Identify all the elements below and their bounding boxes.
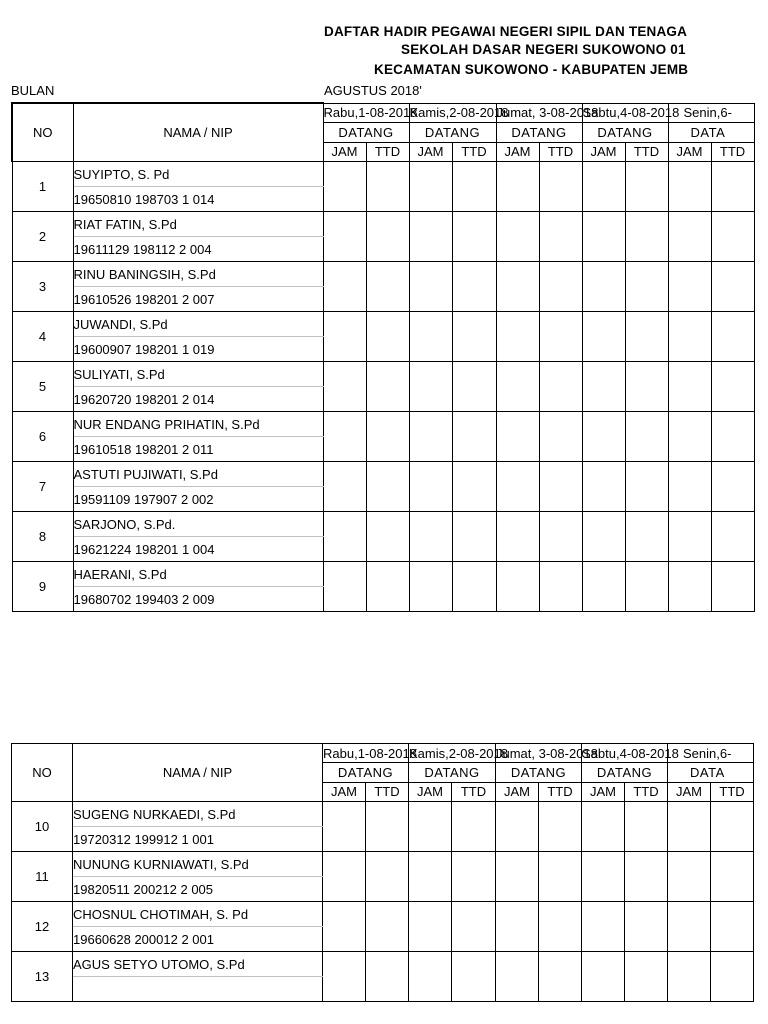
ttd-cell[interactable] [711, 162, 754, 212]
header-datang-1: DATANG [323, 763, 409, 782]
jam-cell[interactable] [582, 462, 625, 512]
jam-cell[interactable] [409, 362, 452, 412]
title-line-1: DAFTAR HADIR PEGAWAI NEGERI SIPIL DAN TENAGA [324, 24, 688, 39]
ttd-cell[interactable] [625, 852, 668, 902]
table-2-rows [12, 802, 754, 1002]
ttd-cell[interactable] [366, 902, 409, 952]
ttd-cell[interactable] [539, 262, 582, 312]
jam-cell[interactable] [668, 462, 711, 512]
table-row [12, 562, 754, 587]
jam-cell[interactable] [323, 902, 366, 952]
ttd-cell[interactable] [539, 212, 582, 262]
header-nama: NAMA / NIP [73, 744, 323, 802]
jam-cell[interactable] [323, 212, 366, 262]
header-jam: JAM [668, 782, 711, 801]
row-number: 10 [12, 802, 73, 852]
employee-name: SUYIPTO, S. Pd [73, 162, 323, 187]
jam-cell[interactable] [582, 802, 625, 852]
ttd-cell[interactable] [711, 852, 754, 902]
ttd-cell[interactable] [452, 462, 496, 512]
ttd-cell[interactable] [711, 952, 754, 1002]
table-row [12, 212, 754, 237]
header-ttd: TTD [539, 142, 582, 162]
header-ttd: TTD [625, 142, 668, 162]
jam-cell[interactable] [668, 262, 711, 312]
header-datang-2: DATANG [409, 763, 496, 782]
jam-cell[interactable] [409, 412, 452, 462]
header-date-2: Kamis,2-08-2018 [409, 744, 496, 763]
header-date-5: Senin,6- [668, 744, 754, 763]
row-number: 4 [12, 312, 73, 362]
row-number: 8 [12, 512, 73, 562]
ttd-cell[interactable] [711, 312, 754, 362]
header-datang-4: DATANG [582, 123, 668, 143]
ttd-cell[interactable] [539, 162, 582, 212]
employee-nip: 19611129 198112 2 004 [73, 237, 323, 262]
employee-nip: 19591109 197907 2 002 [73, 487, 323, 512]
ttd-cell[interactable] [539, 362, 582, 412]
employee-nip: 19600907 198201 1 019 [73, 337, 323, 362]
employee-nip: 19620720 198201 2 014 [73, 387, 323, 412]
ttd-cell[interactable] [539, 852, 582, 902]
jam-cell[interactable] [323, 462, 366, 512]
row-number: 11 [12, 852, 73, 902]
ttd-cell[interactable] [366, 802, 409, 852]
ttd-cell[interactable] [625, 412, 668, 462]
header-ttd: TTD [625, 782, 668, 801]
jam-cell[interactable] [582, 212, 625, 262]
ttd-cell[interactable] [366, 412, 409, 462]
ttd-cell[interactable] [452, 212, 496, 262]
header-ttd: TTD [452, 142, 496, 162]
jam-cell[interactable] [582, 512, 625, 562]
jam-cell[interactable] [668, 212, 711, 262]
jam-cell[interactable] [496, 212, 539, 262]
ttd-cell[interactable] [625, 212, 668, 262]
header-jam: JAM [582, 142, 625, 162]
jam-cell[interactable] [496, 802, 539, 852]
ttd-cell[interactable] [452, 852, 496, 902]
ttd-cell[interactable] [366, 512, 409, 562]
row-number: 2 [12, 212, 73, 262]
ttd-cell[interactable] [539, 562, 582, 612]
employee-name: RINU BANINGSIH, S.Pd [73, 262, 323, 287]
jam-cell[interactable] [496, 412, 539, 462]
row-number: 12 [12, 902, 73, 952]
jam-cell[interactable] [668, 852, 711, 902]
employee-nip: 19610526 198201 2 007 [73, 287, 323, 312]
ttd-cell[interactable] [711, 462, 754, 512]
ttd-cell[interactable] [366, 262, 409, 312]
table-row [12, 952, 754, 977]
bulan-value: AGUSTUS 2018' [324, 83, 422, 98]
header-datang-3: DATANG [496, 763, 582, 782]
ttd-cell[interactable] [539, 462, 582, 512]
jam-cell[interactable] [496, 512, 539, 562]
ttd-cell[interactable] [539, 952, 582, 1002]
ttd-cell[interactable] [452, 362, 496, 412]
employee-name: SULIYATI, S.Pd [73, 362, 323, 387]
ttd-cell[interactable] [452, 902, 496, 952]
ttd-cell[interactable] [366, 462, 409, 512]
header-jam: JAM [496, 782, 539, 801]
table-row [12, 412, 754, 437]
row-number: 3 [12, 262, 73, 312]
jam-cell[interactable] [668, 362, 711, 412]
jam-cell[interactable] [582, 362, 625, 412]
title-line-2: SEKOLAH DASAR NEGERI SUKOWONO 01 [401, 42, 686, 57]
ttd-cell[interactable] [711, 212, 754, 262]
jam-cell[interactable] [323, 412, 366, 462]
header-jam: JAM [409, 142, 452, 162]
jam-cell[interactable] [668, 902, 711, 952]
jam-cell[interactable] [668, 802, 711, 852]
header-nama: NAMA / NIP [73, 103, 323, 162]
jam-cell[interactable] [409, 952, 452, 1002]
header-ttd: TTD [452, 782, 496, 801]
jam-cell[interactable] [323, 162, 366, 212]
jam-cell[interactable] [409, 902, 452, 952]
header-ttd: TTD [711, 142, 754, 162]
jam-cell[interactable] [582, 952, 625, 1002]
ttd-cell[interactable] [625, 512, 668, 562]
attendance-table-1 [11, 102, 755, 612]
employee-name: NUNUNG KURNIAWATI, S.Pd [73, 852, 323, 877]
ttd-cell[interactable] [452, 802, 496, 852]
header-datang-5: DATA [668, 123, 754, 143]
employee-nip: 19820511 200212 2 005 [73, 877, 323, 902]
jam-cell[interactable] [496, 852, 539, 902]
header-date-4: Sabtu,4-08-2018 [582, 744, 668, 763]
jam-cell[interactable] [323, 562, 366, 612]
ttd-cell[interactable] [711, 362, 754, 412]
ttd-cell[interactable] [366, 212, 409, 262]
row-number: 7 [12, 462, 73, 512]
row-number: 13 [12, 952, 73, 1002]
header-date-3: Jumat, 3-08-2018 [496, 103, 582, 123]
ttd-cell[interactable] [711, 412, 754, 462]
ttd-cell[interactable] [452, 562, 496, 612]
jam-cell[interactable] [582, 902, 625, 952]
header-no: NO [12, 744, 73, 802]
header-date-1: Rabu,1-08-2018 [323, 103, 409, 123]
jam-cell[interactable] [668, 162, 711, 212]
ttd-cell[interactable] [625, 802, 668, 852]
ttd-cell[interactable] [625, 262, 668, 312]
ttd-cell[interactable] [539, 512, 582, 562]
ttd-cell[interactable] [366, 562, 409, 612]
ttd-cell[interactable] [711, 802, 754, 852]
table-row [12, 802, 754, 827]
table-1-header [12, 103, 754, 162]
header-ttd: TTD [366, 142, 409, 162]
ttd-cell[interactable] [539, 312, 582, 362]
jam-cell[interactable] [668, 952, 711, 1002]
ttd-cell[interactable] [625, 902, 668, 952]
ttd-cell[interactable] [711, 562, 754, 612]
header-date-3: Jumat, 3-08-2018 [496, 744, 582, 763]
jam-cell[interactable] [582, 162, 625, 212]
employee-name: JUWANDI, S.Pd [73, 312, 323, 337]
ttd-cell[interactable] [625, 562, 668, 612]
title-line-3: KECAMATAN SUKOWONO - KABUPATEN JEMB [374, 62, 689, 77]
jam-cell[interactable] [409, 312, 452, 362]
header-jam: JAM [582, 782, 625, 801]
employee-name: ASTUTI PUJIWATI, S.Pd [73, 462, 323, 487]
attendance-table-2 [11, 743, 754, 1002]
ttd-cell[interactable] [452, 952, 496, 1002]
jam-cell[interactable] [496, 952, 539, 1002]
jam-cell[interactable] [323, 312, 366, 362]
employee-nip: 19650810 198703 1 014 [73, 187, 323, 212]
table-row [12, 262, 754, 287]
jam-cell[interactable] [323, 362, 366, 412]
employee-name: SARJONO, S.Pd. [73, 512, 323, 537]
header-ttd: TTD [711, 782, 754, 801]
header-no: NO [12, 103, 73, 162]
header-jam: JAM [496, 142, 539, 162]
jam-cell[interactable] [582, 312, 625, 362]
header-datang-1: DATANG [323, 123, 409, 143]
employee-name: RIAT FATIN, S.Pd [73, 212, 323, 237]
row-number: 1 [12, 162, 73, 212]
table-row [12, 462, 754, 487]
header-date-1: Rabu,1-08-2018 [323, 744, 409, 763]
header-jam: JAM [668, 142, 711, 162]
employee-name: SUGENG NURKAEDI, S.Pd [73, 802, 323, 827]
jam-cell[interactable] [323, 852, 366, 902]
jam-cell[interactable] [409, 852, 452, 902]
jam-cell[interactable] [582, 562, 625, 612]
table-row [12, 902, 754, 927]
ttd-cell[interactable] [711, 512, 754, 562]
table-2-header [12, 744, 754, 802]
ttd-cell[interactable] [452, 262, 496, 312]
employee-nip: 19680702 199403 2 009 [73, 587, 323, 612]
jam-cell[interactable] [496, 462, 539, 512]
ttd-cell[interactable] [625, 162, 668, 212]
ttd-cell[interactable] [366, 852, 409, 902]
header-ttd: TTD [366, 782, 409, 801]
header-date-5: Senin,6- [668, 103, 754, 123]
jam-cell[interactable] [323, 952, 366, 1002]
employee-name: AGUS SETYO UTOMO, S.Pd [73, 952, 323, 977]
header-datang-5: DATA [668, 763, 754, 782]
employee-name: CHOSNUL CHOTIMAH, S. Pd [73, 902, 323, 927]
jam-cell[interactable] [668, 312, 711, 362]
jam-cell[interactable] [582, 412, 625, 462]
jam-cell[interactable] [409, 512, 452, 562]
ttd-cell[interactable] [539, 412, 582, 462]
jam-cell[interactable] [582, 852, 625, 902]
ttd-cell[interactable] [711, 902, 754, 952]
ttd-cell[interactable] [366, 362, 409, 412]
jam-cell[interactable] [668, 412, 711, 462]
employee-name: HAERANI, S.Pd [73, 562, 323, 587]
jam-cell[interactable] [496, 902, 539, 952]
jam-cell[interactable] [409, 562, 452, 612]
employee-nip: 19720312 199912 1 001 [73, 827, 323, 852]
ttd-cell[interactable] [711, 262, 754, 312]
header-date-2: Kamis,2-08-2018 [409, 103, 496, 123]
jam-cell[interactable] [496, 312, 539, 362]
ttd-cell[interactable] [625, 362, 668, 412]
employee-nip: 19660628 200012 2 001 [73, 927, 323, 952]
jam-cell[interactable] [409, 802, 452, 852]
header-jam: JAM [323, 142, 366, 162]
table-row [12, 852, 754, 877]
jam-cell[interactable] [409, 162, 452, 212]
employee-name: NUR ENDANG PRIHATIN, S.Pd [73, 412, 323, 437]
jam-cell[interactable] [496, 262, 539, 312]
bulan-label: BULAN [11, 83, 55, 98]
ttd-cell[interactable] [452, 412, 496, 462]
ttd-cell[interactable] [539, 902, 582, 952]
jam-cell[interactable] [582, 262, 625, 312]
jam-cell[interactable] [409, 262, 452, 312]
header-datang-4: DATANG [582, 763, 668, 782]
header-jam: JAM [323, 782, 366, 801]
header-jam: JAM [409, 782, 452, 801]
row-number: 5 [12, 362, 73, 412]
jam-cell[interactable] [323, 512, 366, 562]
row-number: 9 [12, 562, 73, 612]
ttd-cell[interactable] [366, 162, 409, 212]
jam-cell[interactable] [496, 162, 539, 212]
ttd-cell[interactable] [625, 312, 668, 362]
jam-cell[interactable] [496, 562, 539, 612]
table-row [12, 362, 754, 387]
table-row [12, 162, 754, 187]
jam-cell[interactable] [668, 562, 711, 612]
ttd-cell[interactable] [625, 462, 668, 512]
employee-nip: 19621224 198201 1 004 [73, 537, 323, 562]
jam-cell[interactable] [409, 212, 452, 262]
header-date-4: Sabtu,4-08-2018 [582, 103, 668, 123]
jam-cell[interactable] [409, 462, 452, 512]
jam-cell[interactable] [496, 362, 539, 412]
jam-cell[interactable] [668, 512, 711, 562]
jam-cell[interactable] [323, 802, 366, 852]
ttd-cell[interactable] [625, 952, 668, 1002]
row-number: 6 [12, 412, 73, 462]
header-ttd: TTD [539, 782, 582, 801]
table-1-rows [12, 162, 754, 612]
table-row [12, 512, 754, 537]
jam-cell[interactable] [323, 262, 366, 312]
ttd-cell[interactable] [366, 312, 409, 362]
table-row [12, 312, 754, 337]
ttd-cell[interactable] [452, 162, 496, 212]
ttd-cell[interactable] [539, 802, 582, 852]
employee-nip: 19610518 198201 2 011 [73, 437, 323, 462]
ttd-cell[interactable] [452, 512, 496, 562]
ttd-cell[interactable] [366, 952, 409, 1002]
ttd-cell[interactable] [452, 312, 496, 362]
header-datang-3: DATANG [496, 123, 582, 143]
header-datang-2: DATANG [409, 123, 496, 143]
employee-nip [73, 977, 323, 1002]
